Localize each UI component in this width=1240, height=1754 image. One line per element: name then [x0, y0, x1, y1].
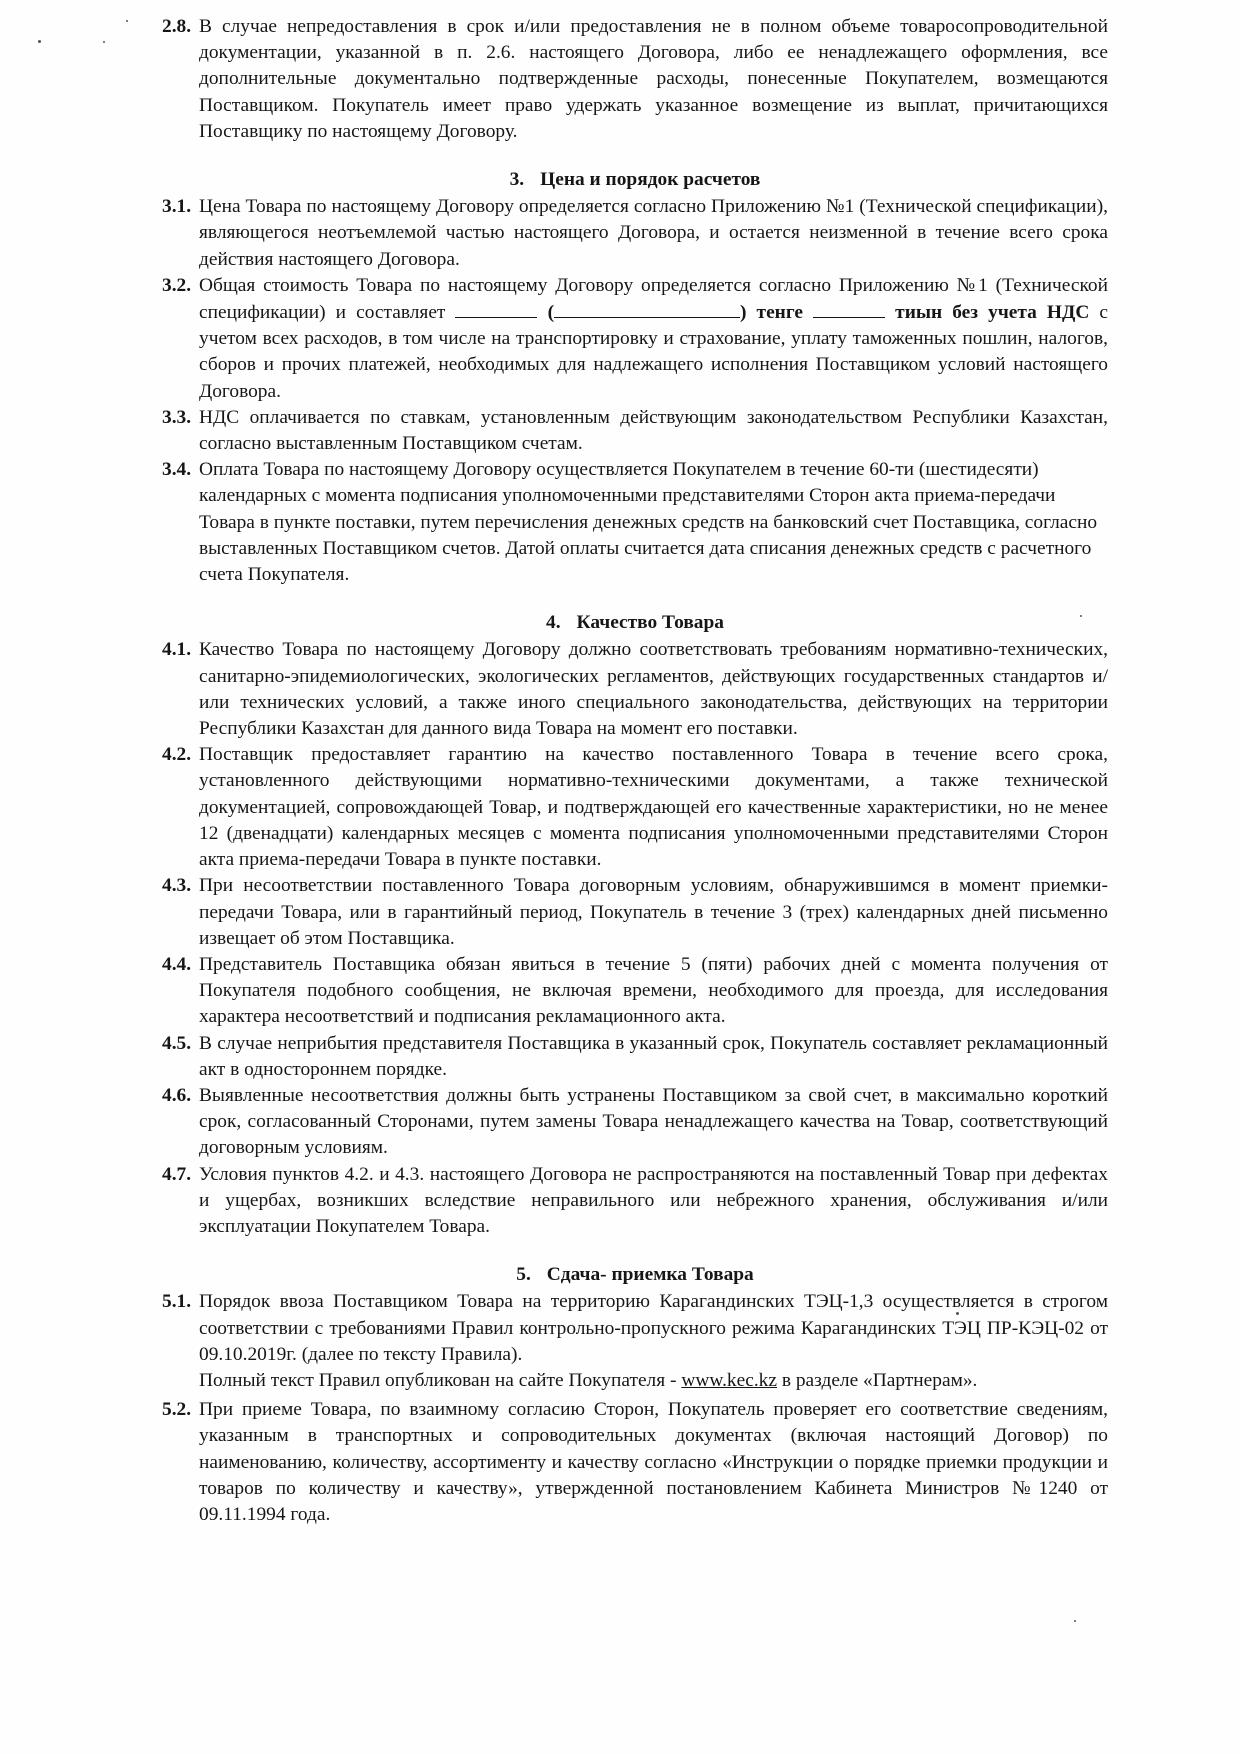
clause-3-2: [162, 273, 1108, 405]
tiyn-blank[interactable]: [813, 299, 885, 318]
clause-number: 2.8.: [162, 16, 192, 37]
clause-text-b: в разделе «Партнерам».: [781, 1369, 978, 1391]
clause-text: При приеме Товара, по взаимному согласию Сторон, Покупатель проверяет его соответствие сведениям, указанным в транспортных и сопроводительных документах (включая настоящий Договор) по наименованию, количеству, ассортименту и качеству согласно «Инструкции о порядке приемки продукции и товаров по количеству и качеству», утвержденной постановлением Кабинета Министров №1240 от 09.11.1994 года.: [199, 1399, 1108, 1525]
clause-3-4: [162, 457, 1108, 588]
clause-text: Оплата Товара по настоящему Договору осуществляется Покупателем в течение 60-ти (шестидесяти) календарных с момента подписания уполномоченными представителями Сторон акта приема-передачи Товара в пункте поставки, путем перечисления денежных средств на банковский счет Поставщика, согласно выставленных Поставщиком счетов. Датой оплаты считается дата списания денежных средств с расчетного счета Покупателя.: [199, 459, 1098, 586]
clause-number: 5.2.: [162, 1399, 192, 1421]
clause-number: 3.3.: [162, 406, 192, 428]
clause-number: 4.4.: [162, 953, 192, 975]
clause-text: Представитель Поставщика обязан явиться в течение 5 (пяти) рабочих дней с момента получения от Покупателя подобного сообщения, не включая времени, необходимого для проезда, для исследования характера несоответствий и подписания рекламационного акта.: [199, 953, 1108, 1028]
clause-2-8: [162, 14, 1108, 145]
section-4-heading: [162, 610, 1108, 636]
section-number: 4.: [546, 612, 561, 634]
clause-text: В случае непредоставления в срок и/или предоставления не в полном объеме товаросопроводительной документации, указанной в п. 2.6. настоящего Договора, либо ее ненадлежащего оформления, все дополнительные документально подтвержденные расходы, понесенные Покупателем, возмещаются Поставщиком. Покупатель имеет право удержать указанное возмещение из выплат, причитающихся Поставщику по настоящему Договору.: [199, 16, 1108, 142]
section-3-heading: [162, 167, 1108, 193]
clause-5-1-paragraph-2: [162, 1368, 1108, 1394]
clause-number: 4.7.: [162, 1163, 192, 1185]
amount-words-blank[interactable]: [554, 299, 740, 318]
clause-number: 4.3.: [162, 875, 192, 897]
clause-4-7: [162, 1162, 1108, 1241]
clause-4-2: [162, 742, 1108, 873]
clause-4-6: [162, 1083, 1108, 1162]
section-number: 5.: [516, 1264, 531, 1286]
clause-4-3: [162, 873, 1108, 952]
clause-number: 3.4.: [162, 459, 192, 481]
clause-number: 4.6.: [162, 1084, 192, 1106]
scan-speck: [103, 41, 105, 43]
clause-text: В случае неприбытия представителя Поставщика в указанный срок, Покупатель составляет рекламационный акт в одностороннем порядке.: [199, 1032, 1108, 1080]
clause-text: [199, 273, 1108, 405]
section-5-heading: [162, 1262, 1108, 1288]
clause-4-4: [162, 952, 1108, 1031]
clause-number: 4.5.: [162, 1032, 192, 1054]
scan-speck: [38, 40, 41, 43]
section-title: Качество Товара: [576, 612, 724, 634]
clause-text: НДС оплачивается по ставкам, установленным действующим законодательством Республики Казахстан, согласно выставленным Поставщиком счетам.: [199, 406, 1108, 455]
section-title: Сдача- приемка Товара: [546, 1264, 754, 1286]
clause-text-a: Полный текст Правил опубликован на сайте Покупателя -: [199, 1369, 677, 1391]
clause-3-1: [162, 194, 1108, 273]
clause-number: 5.1.: [162, 1291, 192, 1313]
tiyn-label: тиын без учета НДС: [895, 302, 1090, 324]
clause-text: Выявленные несоответствия должны быть устранены Поставщиком за свой счет, в максимально короткий срок, согласованный Сторонами, путем замены Товара ненадлежащего качества на Товар, соответствующий договорным условиям.: [199, 1084, 1108, 1159]
clause-number: 4.1.: [162, 639, 192, 661]
clause-5-2: [162, 1397, 1108, 1528]
website-link[interactable]: www.kec.kz: [681, 1369, 777, 1391]
clause-3-3: [162, 405, 1108, 457]
scan-speck: [1074, 1620, 1076, 1622]
clause-number: 4.2.: [162, 744, 192, 766]
section-title: Цена и порядок расчетов: [540, 169, 761, 191]
scan-speck: [126, 20, 128, 22]
clause-number: 3.1.: [162, 196, 192, 218]
clause-number: 3.2.: [162, 274, 192, 296]
clause-text-a: Общая стоимость Товара по настоящему Договору определяется согласно Приложению №1 (Технической спецификации) и составляет: [199, 274, 1108, 324]
open-paren: (: [547, 302, 555, 324]
clause-text: При несоответствии поставленного Товара договорным условиям, обнаружившимся в момент приемки-передачи Товара, или в гарантийный период, Покупатель в течение 3 (трех) календарных дней письменно извещает об этом Поставщика.: [199, 875, 1108, 949]
clause-4-5: [162, 1031, 1108, 1083]
section-number: 3.: [509, 169, 525, 191]
tenge-label: ) тенге: [740, 302, 804, 324]
clause-text: Порядок ввоза Поставщиком Товара на территорию Карагандинских ТЭЦ-1,3 осуществляется в строгом соответствии с требованиями Правил контрольно-пропускного режима Карагандинских ТЭЦ ПР-КЭЦ-02 от 09.10.2019г. (далее по тексту Правила).: [199, 1291, 1108, 1365]
amount-blank[interactable]: [455, 299, 537, 318]
clause-text: Качество Товара по настоящему Договору должно соответствовать требованиям нормативно-технических, санитарно-эпидемиологических, экологических регламентов, действующих государственных стандартов и/или технических условий, а также иного специального законодательства, действующих на территории Республики Казахстан для данного вида Товара на момент его поставки.: [199, 639, 1108, 740]
document-body: [162, 14, 1108, 1528]
clause-4-1: [162, 637, 1108, 742]
clause-text: Условия пунктов 4.2. и 4.3. настоящего Договора не распространяются на поставленный Товар при дефектах и ущербах, возникших вследствие неправильного или небрежного хранения, обслуживания и/или эксплуатации Покупателем Товара.: [199, 1163, 1108, 1237]
clause-text: Поставщик предоставляет гарантию на качество поставленного Товара в течение всего срока, установленного действующими нормативно-техническими документами, а также технической документацией, сопровождающей Товар, и подтверждающей его качественные характеристики, но не менее 12 (двенадцати) календарных месяцев с момента подписания уполномоченными представителями Сторон акта приема-передачи Товара в пункте поставки.: [199, 744, 1108, 871]
clause-text: Цена Товара по настоящему Договору определяется согласно Приложению №1 (Технической спецификации), являющегося неотъемлемой частью настоящего Договора, и остается неизменной в течение всего срока действия настоящего Договора.: [199, 196, 1108, 270]
clause-text-b: с учетом всех расходов, в том числе на транспортировку и страхование, уплату таможенных пошлин, налогов, сборов и прочих платежей, необходимых для надлежащего исполнения Поставщиком условий настоящего Договора.: [199, 302, 1109, 402]
clause-5-1: [162, 1289, 1108, 1368]
